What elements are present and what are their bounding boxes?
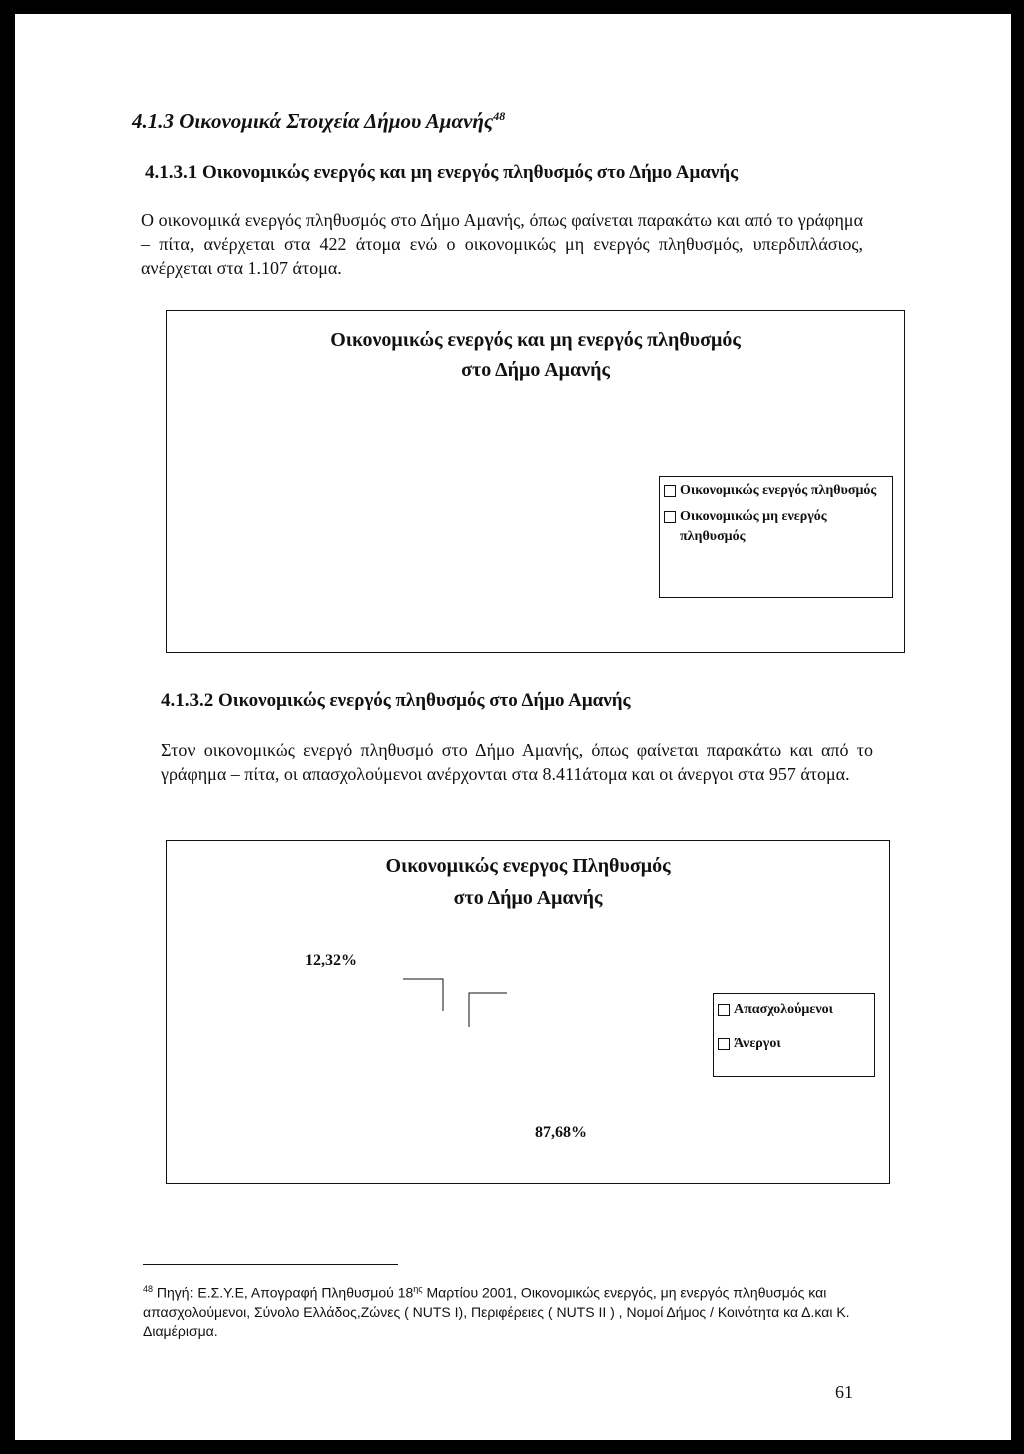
- legend-label: Οικονομικώς μη ενεργός πληθυσμός: [680, 509, 827, 544]
- section-number: 4.1.3: [132, 109, 174, 133]
- chart-1-pie-area: [227, 401, 647, 641]
- chart-2-legend: [713, 993, 875, 1077]
- section-title: [132, 109, 505, 134]
- footnote-ref: 48: [493, 109, 506, 123]
- section-title-text: Οικονομικά Στοιχεία Δήμου Αμανής: [179, 109, 494, 133]
- leader-line-small: [403, 979, 443, 1011]
- page-number: 61: [835, 1382, 853, 1402]
- subsection-heading-1: 4.1.3.1 Οικονομικώς ενεργός και μη ενεργός πληθυσμός στο Δήμο Αμανής: [145, 162, 739, 183]
- legend-swatch: [664, 511, 676, 523]
- chart-2: [166, 840, 890, 1184]
- footnote-text-end: Μαρτίου 2001, Οικονομικώς ενεργός, μη ενεργός πληθυσμός και απασχολούμενοι, Σύνολο Ελλάδος,Ζώνες ( NUTS I), Περιφέρειες ( NUTS II ) , Νομοί Δήμος / Κοινότητα κα Δ.και Κ. Διαμέρισμα.: [143, 1284, 850, 1339]
- legend-label: Άνεργοι: [734, 1036, 781, 1051]
- chart-1-legend: [659, 476, 893, 598]
- legend-label: Απασχολούμενοι: [734, 1002, 833, 1017]
- data-label-small: 12,32%: [305, 952, 357, 969]
- footnote: [143, 1280, 883, 1341]
- chart-1: [166, 310, 905, 653]
- paragraph-2: Στον οικονομικώς ενεργό πληθυσμό στο Δήμο Αμανής, όπως φαίνεται παρακάτω και από το γράφημα – πίτα, οι απασχολούμενοι ανέρχονται στα 8.411άτομα και οι άνεργοι στα 957 άτομα.: [161, 740, 873, 784]
- legend-item-inactive: [660, 507, 892, 547]
- chart-2-title-line1: Οικονομικώς ενεργος Πληθυσμός: [385, 855, 671, 877]
- legend-swatch: [718, 1038, 730, 1050]
- document-page: [15, 14, 1011, 1440]
- chart-1-title-line2: στο Δήμο Αμανής: [461, 359, 610, 381]
- legend-swatch: [718, 1004, 730, 1016]
- chart-1-title-line1: Οικονομικώς ενεργός και μη ενεργός πληθυσμός: [330, 329, 741, 351]
- legend-swatch: [664, 485, 676, 497]
- legend-label: Οικονομικώς ενεργός πληθυσμός: [680, 483, 877, 498]
- data-label-large: 87,68%: [535, 1124, 587, 1141]
- footnote-superscript: ης: [413, 1284, 423, 1294]
- legend-item-unemployed: [714, 1034, 874, 1054]
- footnote-text-start: Πηγή: Ε.Σ.Υ.Ε, Απογραφή Πληθυσμού 18: [156, 1284, 414, 1301]
- subsection-heading-2: 4.1.3.2 Οικονομικώς ενεργός πληθυσμός στο Δήμο Αμανής: [161, 690, 631, 711]
- footnote-rule: [143, 1264, 398, 1265]
- chart-2-title-line2: στο Δήμο Αμανής: [453, 887, 603, 909]
- paragraph-1: Ο οικονομικά ενεργός πληθυσμός στο Δήμο Αμανής, όπως φαίνεται παρακάτω και από το γράφημα – πίτα, ανέρχεται στα 422 άτομα ενώ ο οικονομικώς μη ενεργός πληθυσμός, υπερδιπλάσιος, ανέρχεται στα 1.107 άτομα.: [141, 210, 863, 278]
- legend-item-active: [660, 481, 892, 501]
- footnote-number: 48: [143, 1284, 154, 1294]
- legend-item-employed: [714, 1000, 874, 1020]
- leader-line-large: [469, 993, 507, 1027]
